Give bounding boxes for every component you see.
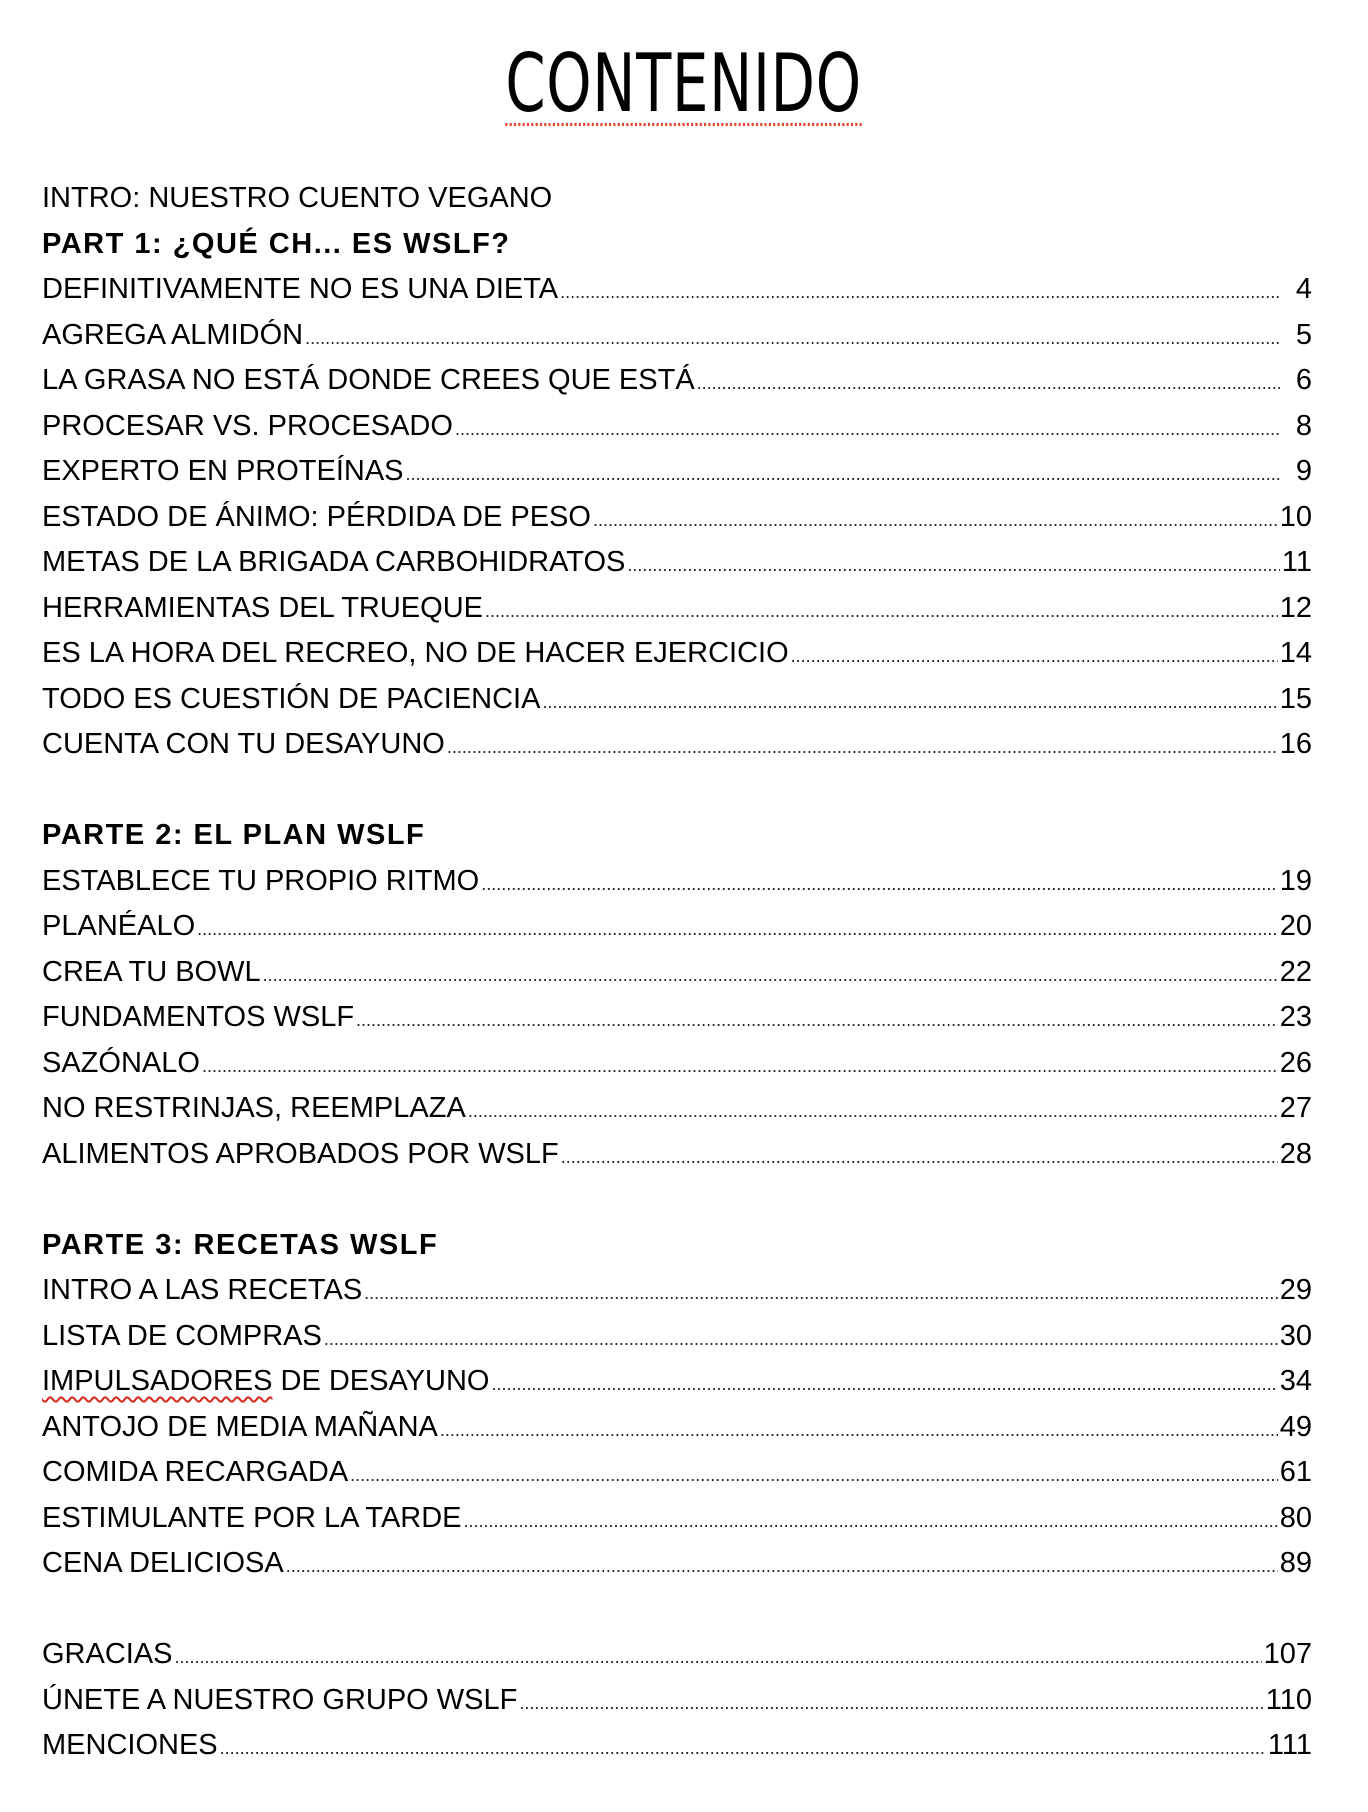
leader-dots xyxy=(519,1681,1263,1727)
toc-entry-page: 14 xyxy=(1279,637,1312,669)
toc-entry xyxy=(42,904,1312,950)
toc-entry-label: ESTADO DE ÁNIMO: PÉRDIDA DE PESO xyxy=(42,500,591,533)
leader-dots xyxy=(286,1544,1278,1590)
toc-entry xyxy=(42,631,1312,677)
toc-entry-page: 20 xyxy=(1279,910,1312,942)
leader-dots xyxy=(542,680,1277,726)
toc-entry-page: 110 xyxy=(1265,1683,1312,1716)
toc-entry-label: FUNDAMENTOS WSLF xyxy=(42,1001,355,1033)
leader-dots xyxy=(593,498,1278,544)
leader-dots xyxy=(175,1635,1262,1681)
intro-entry: INTRO: NUESTRO CUENTO VEGANO xyxy=(42,182,553,214)
section-spacer xyxy=(42,768,1312,814)
toc-entry-page: 27 xyxy=(1279,1092,1312,1124)
toc-entry-page: 11 xyxy=(1281,546,1312,578)
part1-heading: PART 1: ¿QUÉ CH... ES WSLF? xyxy=(42,227,511,260)
leader-dots xyxy=(406,452,1280,498)
toc-entry-label: METAS DE LA BRIGADA CARBOHIDRATOS xyxy=(42,546,626,578)
toc-entry-page: 111 xyxy=(1267,1729,1312,1761)
leader-dots xyxy=(455,407,1280,453)
toc-entry-label: ES LA HORA DEL RECREO, NO DE HACER EJERCICIO xyxy=(42,637,789,669)
toc-entry xyxy=(42,313,1312,359)
toc-entry-page: 80 xyxy=(1279,1501,1312,1534)
toc-entry-page: 34 xyxy=(1279,1365,1312,1397)
toc-entry-page: 89 xyxy=(1279,1547,1312,1579)
part2-heading: PARTE 2: EL PLAN WSLF xyxy=(42,819,426,851)
toc-entry xyxy=(42,449,1312,495)
toc-entry-label xyxy=(42,1359,489,1405)
toc-entry-label: MENCIONES xyxy=(42,1729,218,1761)
toc-entry-page: 12 xyxy=(1279,591,1312,624)
toc-entry-label: SAZÓNALO xyxy=(42,1046,200,1079)
page-title: CONTENIDO xyxy=(505,37,863,130)
toc-entry xyxy=(42,1041,1312,1087)
toc-entry xyxy=(42,1541,1312,1587)
toc-entry-label: LA GRASA NO ESTÁ DONDE CREES QUE ESTÁ xyxy=(42,364,695,396)
toc-entry xyxy=(42,1359,1312,1405)
leader-dots xyxy=(202,1044,1278,1090)
leader-dots xyxy=(560,270,1280,316)
toc-entry-page: 10 xyxy=(1279,500,1312,533)
toc-entry-label: ESTIMULANTE POR LA TARDE xyxy=(42,1501,462,1534)
leader-dots xyxy=(197,907,1278,953)
toc-entry-page: 107 xyxy=(1263,1638,1312,1670)
leader-dots xyxy=(440,1408,1278,1454)
toc-entry xyxy=(42,404,1312,450)
leader-dots xyxy=(561,1135,1278,1181)
toc-entry xyxy=(42,677,1312,723)
leader-dots xyxy=(305,316,1280,362)
toc-entry-page: 30 xyxy=(1279,1319,1312,1352)
toc-entry xyxy=(42,267,1312,313)
toc-entry-label: COMIDA RECARGADA xyxy=(42,1456,349,1488)
leader-dots xyxy=(263,953,1278,999)
toc-entry-page: 8 xyxy=(1295,409,1312,442)
toc-entry-page: 15 xyxy=(1279,682,1312,715)
toc-entry-page: 4 xyxy=(1295,273,1312,305)
toc-entry-label: ÚNETE A NUESTRO GRUPO WSLF xyxy=(42,1683,518,1716)
leader-dots xyxy=(350,1453,1278,1499)
toc-entry-label: LISTA DE COMPRAS xyxy=(42,1319,322,1352)
table-of-contents xyxy=(42,176,1312,1769)
leader-dots xyxy=(697,361,1280,407)
toc-entry-page: 61 xyxy=(1279,1456,1312,1488)
toc-entry xyxy=(42,540,1312,586)
toc-entry xyxy=(42,859,1312,905)
leader-dots xyxy=(447,725,1278,771)
toc-entry-page: 49 xyxy=(1279,1410,1312,1443)
leader-dots xyxy=(627,543,1280,589)
toc-entry xyxy=(42,950,1312,996)
toc-entry-page: 19 xyxy=(1279,864,1312,897)
toc-entry-label: ANTOJO DE MEDIA MAÑANA xyxy=(42,1410,438,1443)
toc-entry-label: TODO ES CUESTIÓN DE PACIENCIA xyxy=(42,682,541,715)
toc-entry xyxy=(42,1450,1312,1496)
toc-entry-label: CUENTA CON TU DESAYUNO xyxy=(42,728,445,760)
leader-dots xyxy=(356,998,1278,1044)
leader-dots xyxy=(464,1499,1278,1545)
toc-entry-page: 26 xyxy=(1279,1046,1312,1079)
toc-entry xyxy=(42,1632,1312,1678)
toc-entry xyxy=(42,495,1312,541)
toc-entry-page: 16 xyxy=(1279,728,1312,760)
leader-dots xyxy=(791,634,1278,680)
toc-entry-label: PLANÉALO xyxy=(42,910,196,942)
toc-entry-page: 9 xyxy=(1295,455,1312,487)
toc-entry-label: GRACIAS xyxy=(42,1638,173,1670)
leader-dots xyxy=(491,1362,1277,1408)
section-spacer xyxy=(42,1587,1312,1633)
toc-entry-label: HERRAMIENTAS DEL TRUEQUE xyxy=(42,591,483,624)
toc-entry-label: ESTABLECE TU PROPIO RITMO xyxy=(42,864,480,897)
toc-entry-page: 22 xyxy=(1279,955,1312,988)
part3-heading: PARTE 3: RECETAS WSLF xyxy=(42,1228,439,1261)
toc-entry-label: CENA DELICIOSA xyxy=(42,1547,284,1579)
toc-entry xyxy=(42,1314,1312,1360)
toc-entry-label: PROCESAR VS. PROCESADO xyxy=(42,409,453,442)
misspelled-word: IMPULSADORES xyxy=(42,1365,273,1397)
leader-dots xyxy=(364,1271,1278,1317)
leader-dots xyxy=(481,862,1278,908)
toc-entry xyxy=(42,358,1312,404)
toc-entry-page: 5 xyxy=(1295,318,1312,351)
toc-entry xyxy=(42,1268,1312,1314)
toc-entry-page: 28 xyxy=(1279,1137,1312,1170)
toc-entry-page: 29 xyxy=(1279,1274,1312,1306)
toc-entry-label: DEFINITIVAMENTE NO ES UNA DIETA xyxy=(42,273,559,305)
leader-dots xyxy=(485,589,1278,635)
toc-entry xyxy=(42,1723,1312,1769)
toc-entry-label: CREA TU BOWL xyxy=(42,955,261,988)
leader-dots xyxy=(324,1317,1278,1363)
toc-entry xyxy=(42,1132,1312,1178)
toc-entry xyxy=(42,1678,1312,1724)
leader-dots xyxy=(468,1089,1278,1135)
toc-entry-label: ALIMENTOS APROBADOS POR WSLF xyxy=(42,1137,559,1170)
toc-entry xyxy=(42,995,1312,1041)
toc-entry xyxy=(42,586,1312,632)
section-spacer xyxy=(42,1177,1312,1223)
toc-entry xyxy=(42,1086,1312,1132)
toc-entry-label: AGREGA ALMIDÓN xyxy=(42,318,304,351)
toc-entry xyxy=(42,722,1312,768)
toc-entry-label: INTRO A LAS RECETAS xyxy=(42,1274,363,1306)
toc-entry-label: NO RESTRINJAS, REEMPLAZA xyxy=(42,1092,466,1124)
toc-entry xyxy=(42,1405,1312,1451)
toc-entry-page: 6 xyxy=(1295,364,1312,396)
title-area xyxy=(0,37,1368,130)
toc-entry xyxy=(42,1496,1312,1542)
leader-dots xyxy=(220,1726,1266,1772)
toc-entry-label: EXPERTO EN PROTEÍNAS xyxy=(42,455,404,487)
toc-entry-page: 23 xyxy=(1279,1001,1312,1033)
toc-entry-label-rest: DE DESAYUNO xyxy=(272,1365,490,1397)
